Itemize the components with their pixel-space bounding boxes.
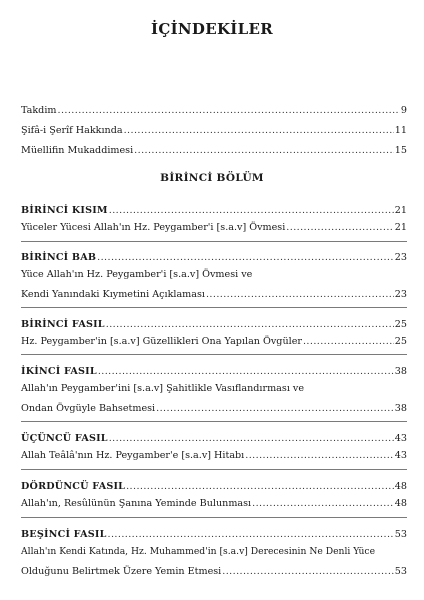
section-divider xyxy=(21,354,407,355)
toc-entry-label: Olduğunu Belirtmek Üzere Yemin Etmesi xyxy=(21,566,222,577)
dot-leader xyxy=(97,251,394,264)
toc-page-number: 11 xyxy=(394,125,407,136)
toc-heading-label: DÖRDÜNCÜ FASIL xyxy=(21,481,126,492)
toc-page-number: 48 xyxy=(394,498,407,509)
toc-heading-birinci-kisim xyxy=(21,204,407,217)
toc-page-number: 25 xyxy=(394,319,407,330)
dot-leader xyxy=(156,402,394,415)
dot-leader xyxy=(58,104,400,117)
dot-leader xyxy=(245,449,394,462)
toc-entry-line: Allah'ın Kendi Katında, Hz. Muhammed'in [s.a.v] Derecesinin Ne Denli Yüce xyxy=(21,546,376,557)
toc-heading-label: ÜÇÜNCÜ FASIL xyxy=(21,433,108,444)
toc-heading-label: BİRİNCİ BAB xyxy=(21,252,97,263)
dot-leader xyxy=(98,365,394,378)
toc-entry-sifa xyxy=(21,124,407,137)
toc-entry xyxy=(21,288,407,301)
toc-page-number: 48 xyxy=(394,481,407,492)
toc-entry xyxy=(21,402,407,415)
toc-page-number: 23 xyxy=(394,289,407,300)
toc-page-number: 21 xyxy=(394,205,407,216)
dot-leader xyxy=(222,565,394,578)
toc-heading-birinci-fasil xyxy=(21,318,407,331)
toc-heading-ucuncu-fasil xyxy=(21,432,407,445)
dot-leader xyxy=(109,204,394,217)
toc-page-number: 23 xyxy=(394,252,407,263)
toc-entry xyxy=(21,449,407,462)
section-divider xyxy=(21,241,407,242)
dot-leader xyxy=(106,318,394,331)
toc-page-number: 43 xyxy=(394,450,407,461)
section-divider xyxy=(21,517,407,518)
toc-entry-takdim xyxy=(21,104,407,117)
section-divider xyxy=(21,421,407,422)
toc-entry-label: Takdim xyxy=(21,105,57,116)
toc-page-number: 38 xyxy=(394,403,407,414)
section-divider xyxy=(21,469,407,470)
toc-heading-dorduncu-fasil xyxy=(21,480,407,493)
toc-entry xyxy=(21,497,407,510)
toc-entry-label: Allah Teâlâ'nın Hz. Peygamber'e [s.a.v] Hitabı xyxy=(21,450,245,461)
toc-page-number: 38 xyxy=(394,366,407,377)
dot-leader xyxy=(286,221,393,234)
toc-entry-label: Şifâ-i Şerîf Hakkında xyxy=(21,125,123,136)
toc-page-number: 53 xyxy=(394,529,407,540)
toc-entry xyxy=(21,221,407,234)
toc-heading-besinci-fasil xyxy=(21,528,407,541)
toc-entry-label: Yüceler Yücesi Allah'ın Hz. Peygamber'i [s.a.v] Övmesi xyxy=(21,222,286,233)
toc-page-number: 21 xyxy=(394,222,407,233)
toc-page-number: 15 xyxy=(394,145,407,156)
dot-leader xyxy=(252,497,394,510)
dot-leader xyxy=(109,432,394,445)
toc-entry-label: Hz. Peygamber'in [s.a.v] Güzellikleri Ona Yapılan Övgüler xyxy=(21,336,302,347)
toc-heading-label: BİRİNCİ FASIL xyxy=(21,319,105,330)
toc-entry-line: Yüce Allah'ın Hz. Peygamber'i [s.a.v] Övmesi ve xyxy=(21,269,253,280)
page-title: İÇİNDEKİLER xyxy=(151,20,273,38)
toc-entry-label: Ondan Övgüyle Bahsetmesi xyxy=(21,403,156,414)
toc-page-number: 9 xyxy=(400,105,407,116)
toc-heading-label: İKİNCİ FASIL xyxy=(21,366,97,377)
toc-page-number: 25 xyxy=(394,336,407,347)
toc-page-number: 53 xyxy=(394,566,407,577)
toc-entry-line: Allah'ın Peygamber'ini [s.a.v] Şahitlikle Vasıflandırması ve xyxy=(21,383,305,394)
toc-heading-label: BİRİNCİ KISIM xyxy=(21,205,108,216)
part-title: BİRİNCİ BÖLÜM xyxy=(160,172,264,184)
toc-page-number: 43 xyxy=(394,433,407,444)
dot-leader xyxy=(303,335,394,348)
dot-leader xyxy=(206,288,394,301)
toc-entry-label: Kendi Yanındaki Kıymetini Açıklaması xyxy=(21,289,205,300)
toc-entry-label: Müellifin Mukaddimesi xyxy=(21,145,134,156)
toc-heading-label: BEŞİNCİ FASIL xyxy=(21,529,107,540)
toc-entry-mukaddime xyxy=(21,144,407,157)
toc-heading-birinci-bab xyxy=(21,251,407,264)
toc-entry-label: Allah'ın, Resûlünün Şanına Yeminde Bulunması xyxy=(21,498,252,509)
dot-leader xyxy=(134,144,394,157)
toc-entry xyxy=(21,565,407,578)
dot-leader xyxy=(126,480,394,493)
dot-leader xyxy=(124,124,394,137)
toc-entry xyxy=(21,335,407,348)
section-divider xyxy=(21,307,407,308)
toc-heading-ikinci-fasil xyxy=(21,365,407,378)
dot-leader xyxy=(108,528,394,541)
